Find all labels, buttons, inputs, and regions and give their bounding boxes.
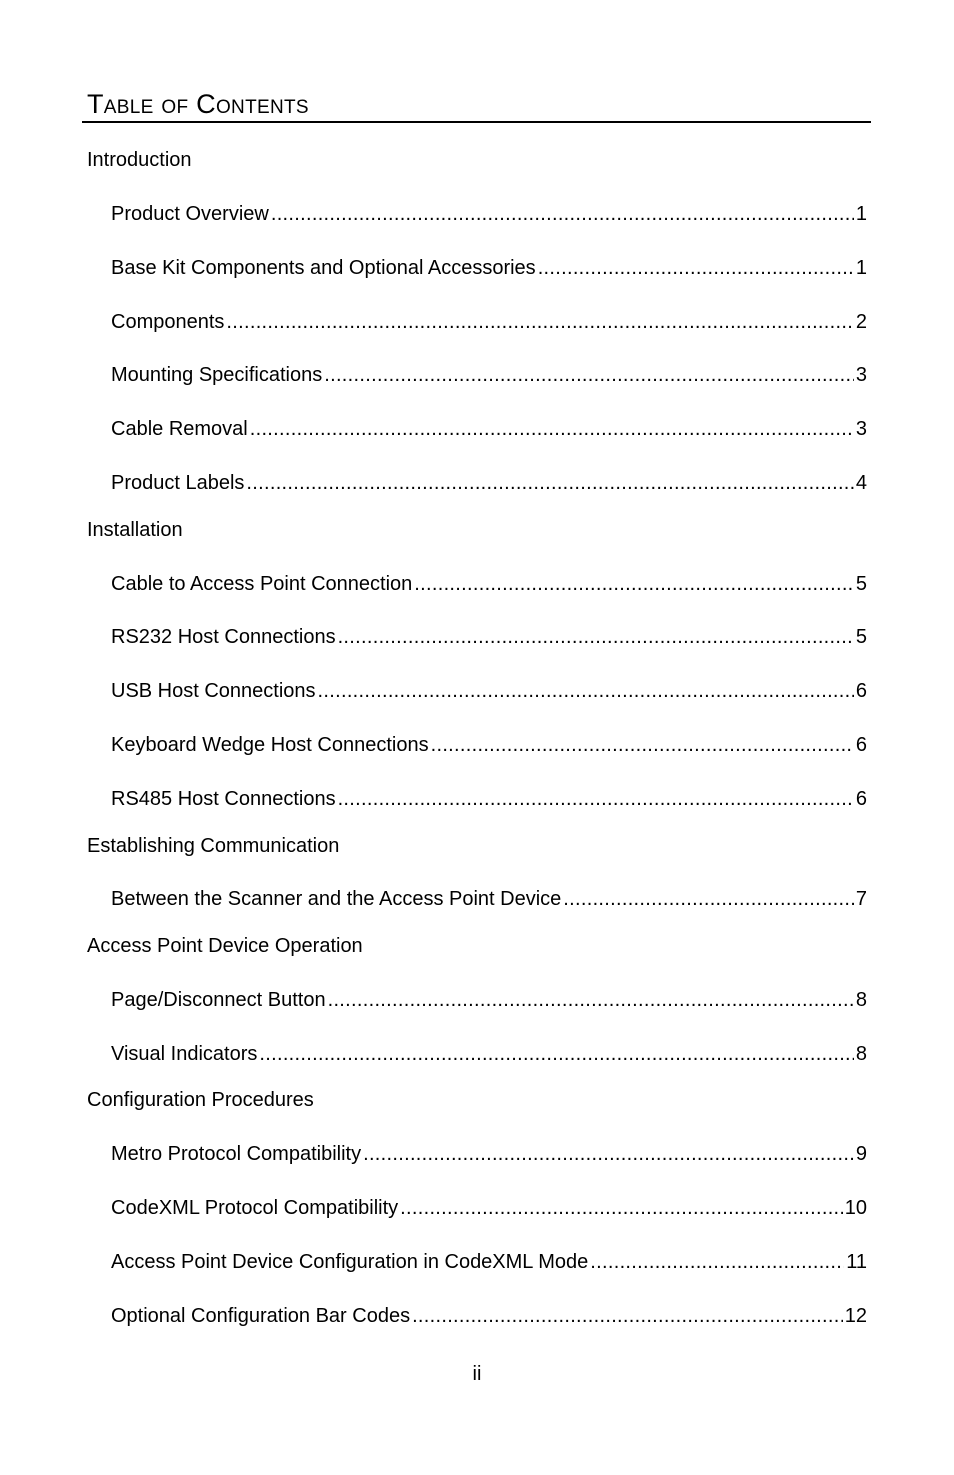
toc-entry-components[interactable] <box>111 310 867 334</box>
dot-leader <box>412 1304 843 1328</box>
toc-entry-page-number: 8 <box>855 989 867 1011</box>
toc-entry-optional-configuration-bar-codes[interactable] <box>111 1304 867 1328</box>
toc-entry-page-number: 2 <box>855 311 867 333</box>
dot-leader <box>271 202 854 226</box>
section-heading-access-point-device-operation: Access Point Device Operation <box>87 935 363 957</box>
toc-entry-title: Optional Configuration Bar Codes <box>111 1305 411 1327</box>
dot-leader <box>400 1196 843 1220</box>
dot-leader <box>431 733 854 757</box>
toc-entry-title: USB Host Connections <box>111 680 316 702</box>
toc-entry-title: Cable to Access Point Connection <box>111 573 413 595</box>
dot-leader <box>538 256 854 280</box>
toc-entry-base-kit-components-and-optional-accessories[interactable] <box>111 256 867 280</box>
toc-entry-title: CodeXML Protocol Compatibility <box>111 1197 399 1219</box>
dot-leader <box>324 363 854 387</box>
toc-entry-codexml-protocol-compatibility[interactable] <box>111 1196 867 1220</box>
toc-entry-page-number: 7 <box>855 888 867 910</box>
toc-entry-page-number: 12 <box>844 1305 867 1327</box>
dot-leader <box>318 679 854 703</box>
dot-leader <box>226 310 853 334</box>
toc-entry-title: Base Kit Components and Optional Accessories <box>111 257 536 279</box>
toc-entry-page-number: 10 <box>844 1197 867 1219</box>
page-title: Table of Contents <box>87 89 309 119</box>
toc-entry-title: RS485 Host Connections <box>111 788 336 810</box>
toc-entry-page-number: 11 <box>846 1251 867 1273</box>
section-heading-introduction: Introduction <box>87 149 192 171</box>
toc-entry-title: RS232 Host Connections <box>111 626 336 648</box>
toc-entry-product-labels[interactable] <box>111 471 867 495</box>
toc-entry-cable-to-access-point-connection[interactable] <box>111 572 867 596</box>
dot-leader <box>338 625 854 649</box>
toc-entry-title: Product Labels <box>111 472 245 494</box>
toc-entry-page-number: 3 <box>855 418 867 440</box>
section-heading-installation: Installation <box>87 519 183 541</box>
toc-entry-title: Product Overview <box>111 203 269 225</box>
toc-entry-page-number: 6 <box>855 788 867 810</box>
toc-entry-mounting-specifications[interactable] <box>111 363 867 387</box>
toc-entry-title: Mounting Specifications <box>111 364 323 386</box>
toc-entry-page-number: 4 <box>855 472 867 494</box>
toc-entry-title: Visual Indicators <box>111 1043 258 1065</box>
toc-entry-between-the-scanner-and-the-access-point-device[interactable] <box>111 887 867 911</box>
toc-entry-usb-host-connections[interactable] <box>111 679 867 703</box>
page-number: ii <box>472 1363 482 1385</box>
toc-entry-keyboard-wedge-host-connections[interactable] <box>111 733 867 757</box>
toc-entry-cable-removal[interactable] <box>111 417 867 441</box>
toc-entry-page-number: 5 <box>855 626 867 648</box>
toc-entry-page-number: 5 <box>855 573 867 595</box>
toc-entry-access-point-device-configuration-in-codexml-mode[interactable] <box>111 1250 867 1274</box>
toc-entry-title: Components <box>111 311 225 333</box>
toc-entry-page-number: 8 <box>855 1043 867 1065</box>
toc-entry-title: Cable Removal <box>111 418 248 440</box>
dot-leader <box>563 887 854 911</box>
toc-entry-page-number: 3 <box>855 364 867 386</box>
section-heading-establishing-communication: Establishing Communication <box>87 835 340 857</box>
toc-entry-title: Access Point Device Configuration in CodeXML Mode <box>111 1251 589 1273</box>
toc-entry-rs232-host-connections[interactable] <box>111 625 867 649</box>
toc-entry-title: Metro Protocol Compatibility <box>111 1143 362 1165</box>
toc-entry-page-number: 6 <box>855 680 867 702</box>
dot-leader <box>363 1142 854 1166</box>
toc-entry-title: Between the Scanner and the Access Point Device <box>111 888 562 910</box>
toc-entry-rs485-host-connections[interactable] <box>111 787 867 811</box>
dot-leader <box>250 417 854 441</box>
toc-entry-visual-indicators[interactable] <box>111 1042 867 1066</box>
dot-leader <box>338 787 854 811</box>
toc-entry-title: Page/Disconnect Button <box>111 989 326 1011</box>
toc-entry-metro-protocol-compatibility[interactable] <box>111 1142 867 1166</box>
dot-leader <box>328 988 854 1012</box>
dot-leader <box>414 572 854 596</box>
toc-entry-page-number: 1 <box>855 203 867 225</box>
toc-entry-title: Keyboard Wedge Host Connections <box>111 734 429 756</box>
toc-entry-product-overview[interactable] <box>111 202 867 226</box>
dot-leader <box>590 1250 844 1274</box>
dot-leader <box>246 471 853 495</box>
toc-entry-page-number: 1 <box>855 257 867 279</box>
toc-entry-page-disconnect-button[interactable] <box>111 988 867 1012</box>
dot-leader <box>259 1042 853 1066</box>
section-heading-configuration-procedures: Configuration Procedures <box>87 1089 314 1111</box>
toc-entry-page-number: 9 <box>855 1143 867 1165</box>
toc-entry-page-number: 6 <box>855 734 867 756</box>
